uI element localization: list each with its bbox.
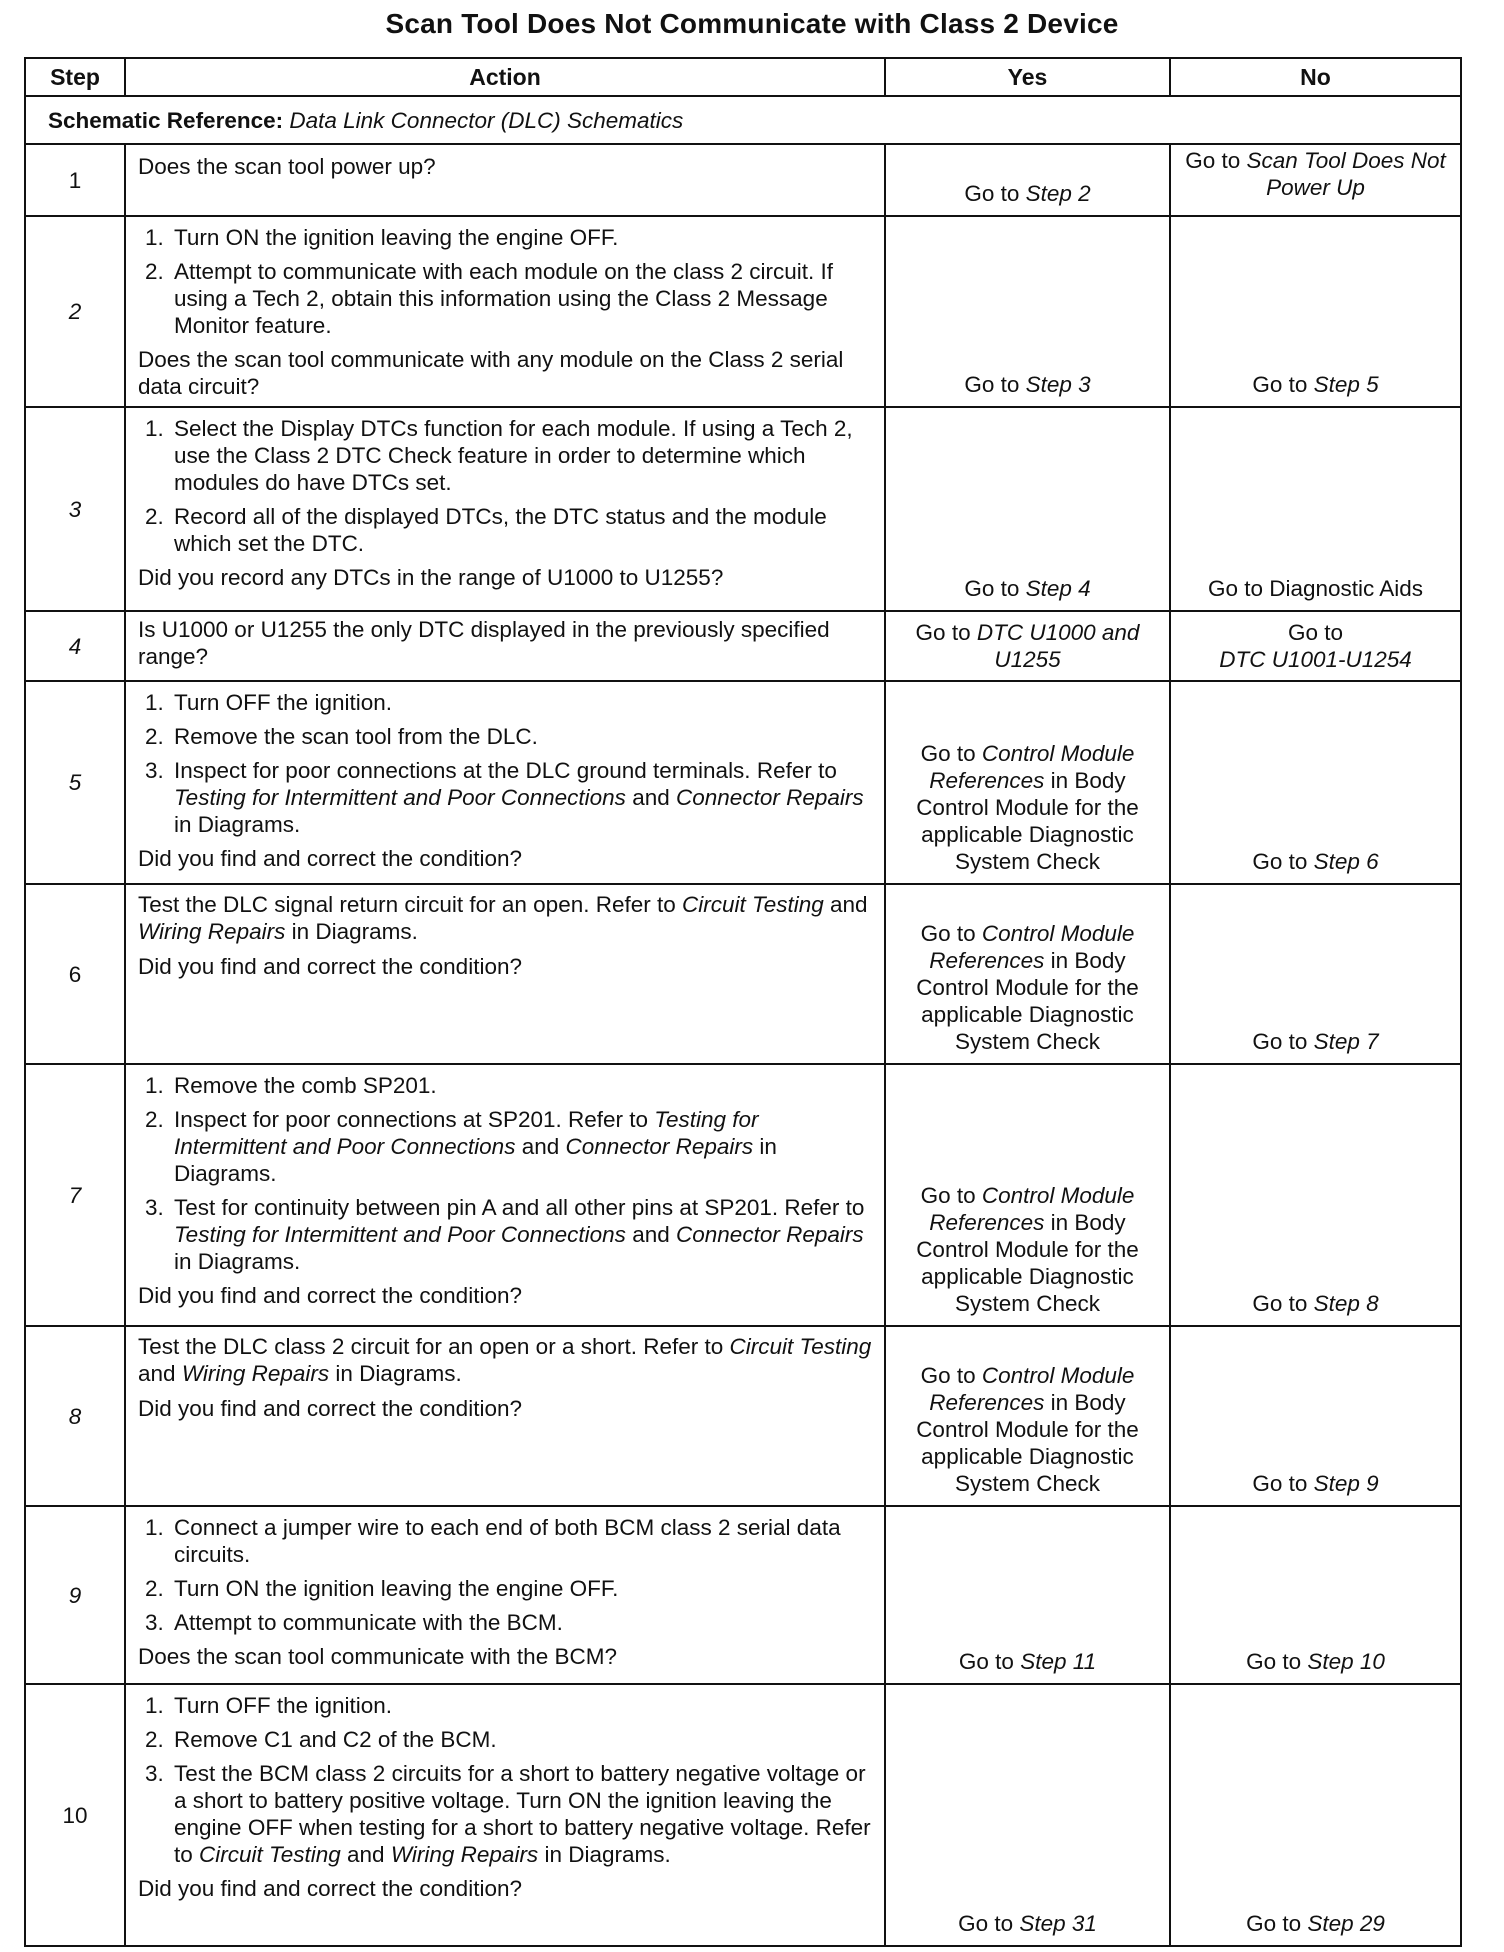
- yes-cell: [885, 884, 1170, 1064]
- step-question: Did you find and correct the condition?: [138, 1283, 522, 1308]
- step-action: [125, 611, 885, 681]
- goto-text: Go to: [1252, 1291, 1308, 1316]
- step-instructions: [138, 415, 874, 557]
- yes-ref: Control Module References: [929, 741, 1135, 793]
- goto-text: Go to: [1252, 1471, 1308, 1496]
- step-action: [125, 1684, 885, 1946]
- no-target: Scan Tool Does Not Power Up: [1246, 148, 1446, 200]
- no-cell: [1170, 144, 1461, 216]
- step-instructions: [138, 1514, 874, 1636]
- no-target: DTC U1001-U1254: [1219, 647, 1412, 672]
- step-action: [125, 884, 885, 1064]
- no-cell: [1170, 611, 1461, 681]
- table-row: [25, 884, 1461, 1064]
- yes-target: Step 31: [1019, 1911, 1097, 1936]
- yes-tail: in Body Control Module for the applicable Diagnostic System Check: [916, 948, 1139, 1054]
- no-target: Step 6: [1313, 849, 1379, 874]
- instruction-item: 2. Record all of the displayed DTCs, the DTC status and the module which set the DTC.: [170, 503, 874, 557]
- goto-text: Go to: [1252, 849, 1308, 874]
- step-number: 6: [25, 884, 125, 1064]
- goto-text: Go to: [964, 576, 1020, 601]
- step-question: Does the scan tool communicate with the BCM?: [138, 1644, 617, 1669]
- instruction-item: 3. Attempt to communicate with the BCM.: [170, 1609, 874, 1636]
- step-number: 5: [25, 681, 125, 884]
- step-instructions: [138, 1692, 874, 1868]
- goto-text: Go to: [964, 372, 1020, 397]
- no-target: Step 5: [1313, 372, 1379, 397]
- step-number: 9: [25, 1506, 125, 1684]
- no-target: Step 9: [1313, 1471, 1379, 1496]
- step-action: [125, 681, 885, 884]
- header-action: Action: [125, 58, 885, 96]
- yes-target: Step 11: [1020, 1649, 1097, 1674]
- yes-target: Step 4: [1025, 576, 1091, 601]
- step-question: Did you find and correct the condition?: [138, 1876, 522, 1901]
- no-target: Step 29: [1307, 1911, 1385, 1936]
- instruction-item: 3. Test the BCM class 2 circuits for a short to battery negative voltage or a short to battery positive voltage. Turn ON the ignition leaving the engine OFF when testing for a short to battery negative voltage. Refer to Circuit Testing and Wiring Repairs in Diagrams.: [170, 1760, 874, 1868]
- yes-ref: Control Module References: [929, 1363, 1135, 1415]
- no-cell: [1170, 1326, 1461, 1506]
- table-row: [25, 1506, 1461, 1684]
- yes-cell: [885, 1506, 1170, 1684]
- yes-tail: in Body Control Module for the applicable Diagnostic System Check: [916, 1390, 1139, 1496]
- no-cell: [1170, 681, 1461, 884]
- goto-text: Go to: [1246, 1649, 1302, 1674]
- header-row: [25, 58, 1461, 96]
- page-title: Scan Tool Does Not Communicate with Class 2 Device: [385, 8, 1119, 39]
- yes-tail: in Body Control Module for the applicable Diagnostic System Check: [916, 768, 1139, 874]
- table-row: [25, 1326, 1461, 1506]
- no-target: Step 10: [1307, 1649, 1385, 1674]
- goto-text: Go to: [915, 620, 971, 645]
- yes-cell: [885, 681, 1170, 884]
- step-paragraph: Test the DLC class 2 circuit for an open or a short. Refer to Circuit Testing and Wiring Repairs in Diagrams.: [138, 1334, 872, 1386]
- step-number: 2: [25, 216, 125, 407]
- yes-cell: [885, 407, 1170, 611]
- table-row: [25, 611, 1461, 681]
- instruction-item: 2. Attempt to communicate with each module on the class 2 circuit. If using a Tech 2, obtain this information using the Class 2 Message Monitor feature.: [170, 258, 874, 339]
- schematic-reference-value: Data Link Connector (DLC) Schematics: [289, 107, 684, 133]
- instruction-item: 3. Inspect for poor connections at the DLC ground terminals. Refer to Testing for Intermittent and Poor Connections and Connector Repairs in Diagrams.: [170, 757, 874, 838]
- goto-text: Go to: [1252, 372, 1308, 397]
- goto-text: Go to: [958, 1649, 1014, 1674]
- yes-cell: [885, 1064, 1170, 1326]
- schematic-reference-label: Schematic Reference:: [48, 107, 284, 133]
- instruction-item: 2. Turn ON the ignition leaving the engine OFF.: [170, 1575, 874, 1602]
- instruction-item: 1. Turn OFF the ignition.: [170, 689, 874, 716]
- diagnostic-table: [24, 57, 1462, 1947]
- goto-text: Go to: [920, 1183, 976, 1208]
- yes-tail: in Body Control Module for the applicable Diagnostic System Check: [916, 1210, 1139, 1316]
- step-action: [125, 216, 885, 407]
- step-number: 8: [25, 1326, 125, 1506]
- goto-text: Go to: [920, 921, 976, 946]
- step-action: [125, 407, 885, 611]
- table-row: [25, 681, 1461, 884]
- yes-target: Step 2: [1025, 181, 1091, 206]
- step-number: 1: [25, 144, 125, 216]
- step-instructions: [138, 224, 874, 339]
- goto-text: Go to: [1252, 1029, 1308, 1054]
- step-action: [125, 144, 885, 216]
- yes-cell: [885, 611, 1170, 681]
- goto-text: Go to: [920, 741, 976, 766]
- table-row: [25, 216, 1461, 407]
- step-question: Does the scan tool communicate with any module on the Class 2 serial data circuit?: [138, 347, 844, 399]
- table-row: [25, 407, 1461, 611]
- no-cell: [1170, 1684, 1461, 1946]
- yes-cell: [885, 144, 1170, 216]
- yes-cell: [885, 1326, 1170, 1506]
- step-question: Did you find and correct the condition?: [138, 846, 522, 871]
- no-cell: [1170, 884, 1461, 1064]
- table-row: [25, 1064, 1461, 1326]
- no-cell: [1170, 1506, 1461, 1684]
- no-target: Step 8: [1313, 1291, 1379, 1316]
- goto-text: Go to: [1287, 620, 1344, 645]
- step-question: Is U1000 or U1255 the only DTC displayed in the previously specified range?: [138, 617, 830, 669]
- instruction-item: 1. Turn ON the ignition leaving the engine OFF.: [170, 224, 874, 251]
- goto-text: Go to: [958, 1911, 1014, 1936]
- goto-text: Go to: [964, 181, 1020, 206]
- step-question: Does the scan tool power up?: [138, 154, 436, 179]
- step-action: [125, 1506, 885, 1684]
- instruction-item: 2. Inspect for poor connections at SP201. Refer to Testing for Intermittent and Poor Connections and Connector Repairs in Diagrams.: [170, 1106, 874, 1187]
- header-no: No: [1170, 58, 1461, 96]
- no-cell: [1170, 216, 1461, 407]
- table-row: [25, 1684, 1461, 1946]
- no-cell: [1170, 1064, 1461, 1326]
- yes-cell: [885, 1684, 1170, 1946]
- step-number: 4: [25, 611, 125, 681]
- step-instructions: [138, 1072, 874, 1275]
- schematic-reference-row: [25, 96, 1461, 144]
- schematic-reference: [25, 96, 1461, 144]
- step-question: Did you record any DTCs in the range of U1000 to U1255?: [138, 565, 724, 590]
- yes-ref: Control Module References: [929, 921, 1135, 973]
- step-action: [125, 1326, 885, 1506]
- no-cell: [1170, 407, 1461, 611]
- yes-cell: [885, 216, 1170, 407]
- instruction-item: 1. Turn OFF the ignition.: [170, 1692, 874, 1719]
- step-number: 10: [25, 1684, 125, 1946]
- no-target: Step 7: [1313, 1029, 1379, 1054]
- header-step: Step: [25, 58, 125, 96]
- goto-text: Go to: [920, 1363, 976, 1388]
- yes-target: DTC U1000 and U1255: [976, 620, 1140, 672]
- instruction-item: 3. Test for continuity between pin A and all other pins at SP201. Refer to Testing for Intermittent and Poor Connections and Connector Repairs in Diagrams.: [170, 1194, 874, 1275]
- table-row: [25, 144, 1461, 216]
- step-action: [125, 1064, 885, 1326]
- step-number: 7: [25, 1064, 125, 1326]
- instruction-item: 2. Remove the scan tool from the DLC.: [170, 723, 874, 750]
- header-yes: Yes: [885, 58, 1170, 96]
- instruction-item: 1. Connect a jumper wire to each end of both BCM class 2 serial data circuits.: [170, 1514, 874, 1568]
- step-paragraph: Test the DLC signal return circuit for an open. Refer to Circuit Testing and Wiring Repairs in Diagrams.: [138, 892, 868, 944]
- instruction-item: 1. Remove the comb SP201.: [170, 1072, 874, 1099]
- step-question: Did you find and correct the condition?: [138, 954, 522, 979]
- instruction-item: 2. Remove C1 and C2 of the BCM.: [170, 1726, 874, 1753]
- step-number: 3: [25, 407, 125, 611]
- step-instructions: [138, 689, 874, 838]
- yes-ref: Control Module References: [929, 1183, 1135, 1235]
- goto-text: Go to: [1246, 1911, 1302, 1936]
- yes-target: Step 3: [1025, 372, 1091, 397]
- step-question: Did you find and correct the condition?: [138, 1396, 522, 1421]
- goto-text: Go to: [1185, 148, 1241, 173]
- no-target: Go to Diagnostic Aids: [1207, 576, 1424, 601]
- instruction-item: 1. Select the Display DTCs function for each module. If using a Tech 2, use the Class 2 DTC Check feature in order to determine which modules do have DTCs set.: [170, 415, 874, 496]
